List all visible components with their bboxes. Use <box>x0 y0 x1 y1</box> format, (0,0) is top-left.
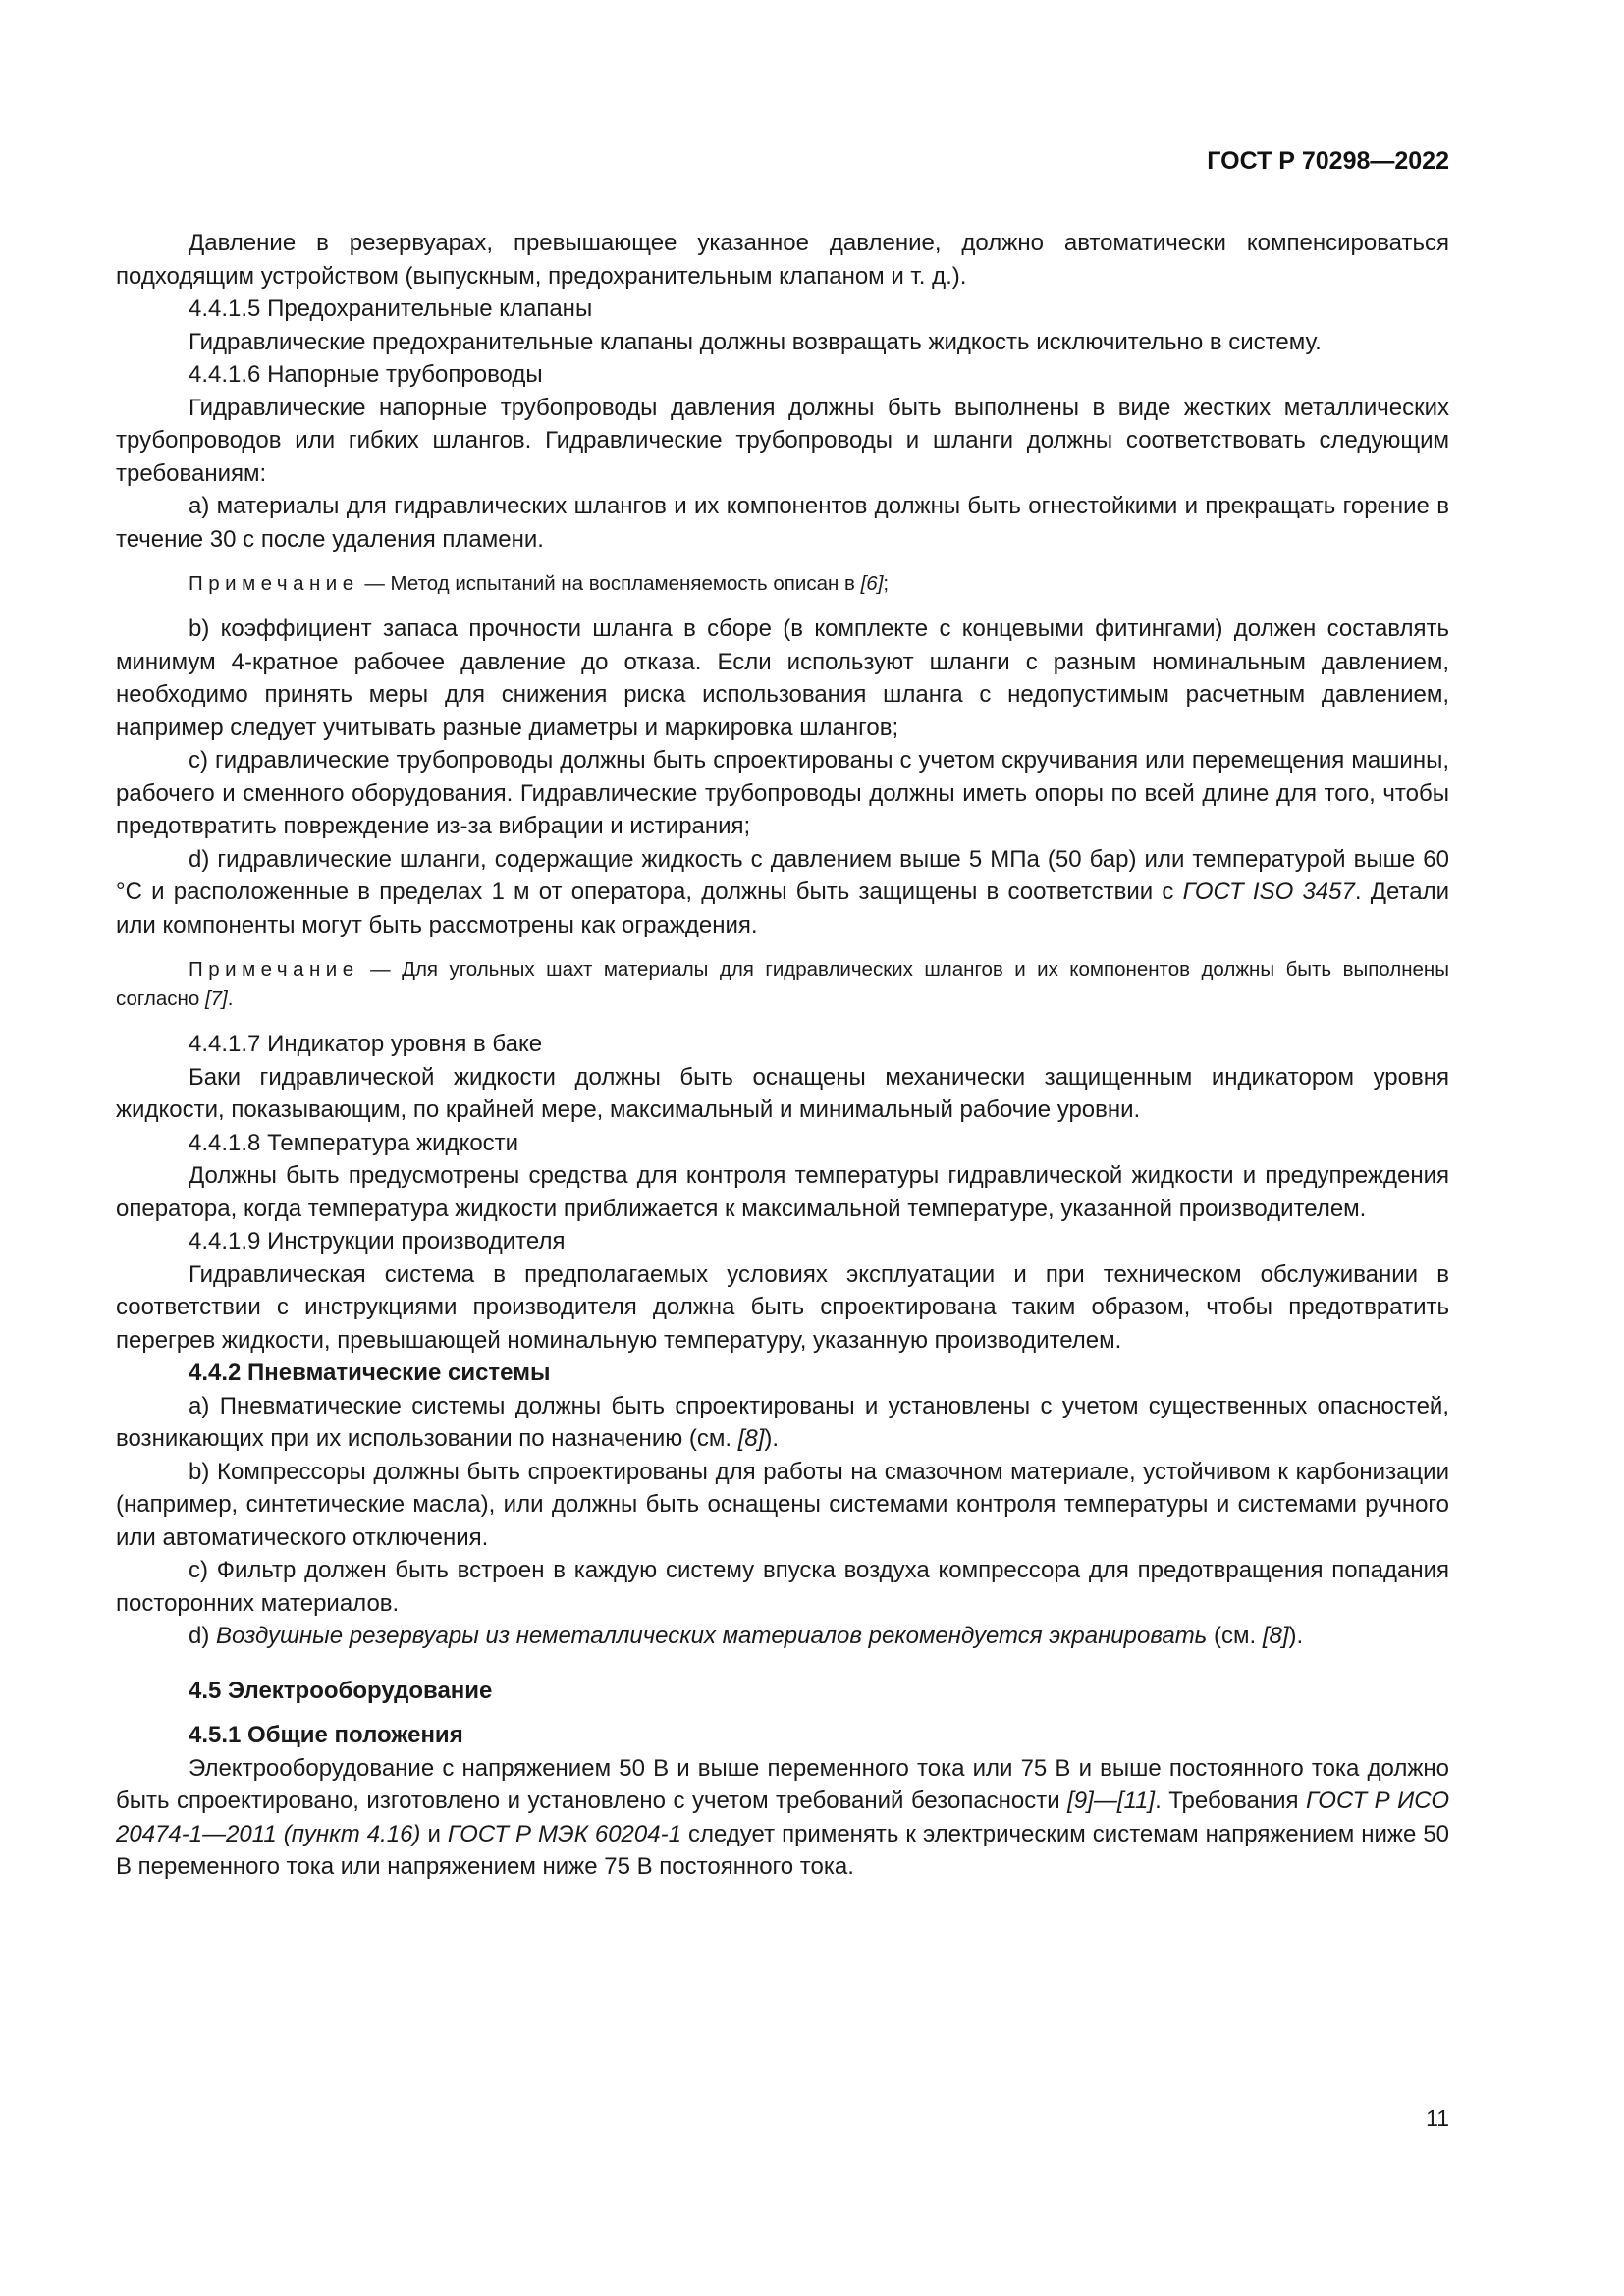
pneumatic-item-d <box>116 1620 1449 1653</box>
paragraph-4415: Гидравлические предохранительные клапаны должны возвращать жидкость исключительно в систему. <box>189 328 1322 355</box>
pneumatic-d-end: ). <box>1288 1623 1304 1649</box>
reference-link: [8] <box>737 1425 765 1452</box>
document-code-header: ГОСТ Р 70298—2022 <box>1207 147 1449 175</box>
p451-text-1: Электрооборудование с напряжением 50 В и выше переменного тока или 75 В и выше постоянного тока должно быть спроектировано, изготовлено и установлено с учетом требований безопасности <box>116 1754 1449 1814</box>
pneumatic-a-end: ). <box>764 1425 780 1452</box>
note-text: — Для угольных шахт материалы для гидравлических шлангов и их компонентов должны быть выполнены согласно <box>116 958 1449 1010</box>
p451-text-3: и <box>420 1820 448 1847</box>
reference-link: [8] <box>1262 1623 1289 1649</box>
section-title-451: 4.5.1 Общие положения <box>189 1722 463 1748</box>
paragraph-451 <box>116 1752 1449 1884</box>
section-title-4415: 4.4.1.5 Предохранительные клапаны <box>189 295 593 322</box>
page-number: 11 <box>1426 2106 1449 2131</box>
section-title-4418: 4.4.1.8 Температура жидкости <box>189 1129 519 1156</box>
section-title-45: 4.5 Электрооборудование <box>189 1677 493 1704</box>
list-item-d <box>116 843 1449 942</box>
note-flammability <box>116 569 1449 599</box>
standard-reference-iso: ГОСТ Р ИСО 20474-1—2011 (пункт 4.16) <box>116 1788 1449 1847</box>
standard-reference-iec: ГОСТ Р МЭК 60204-1 <box>447 1820 681 1847</box>
pneumatic-item-c: c) Фильтр должен быть встроен в каждую систему впуска воздуха компрессора для предотвращения попадания посторонних материалов. <box>116 1557 1449 1617</box>
note-label: Примечание <box>189 958 359 981</box>
paragraph-pressure-compensation: Давление в резервуарах, превышающее указанное давление, должно автоматически компенсироваться подходящим устройством (выпускным, предохранительным клапаном и т. д.). <box>116 230 1449 290</box>
section-title-442: 4.4.2 Пневматические системы <box>189 1360 551 1386</box>
pneumatic-d-start: d) <box>189 1623 217 1649</box>
item-d-text: d) гидравлические шланги, содержащие жидкость с давлением выше 5 МПа (50 бар) или температурой выше 60 °С и расположенные в пределах 1 м от оператора, должны быть защищены в соответствии с <box>116 845 1449 905</box>
standard-reference: ГОСТ ISO 3457 <box>1182 879 1355 905</box>
p451-text-2: . Требования <box>1155 1788 1307 1814</box>
note-label: Примечание <box>189 572 359 595</box>
pneumatic-d-mid: (см. <box>1207 1623 1263 1649</box>
note-coal-mines <box>116 955 1449 1014</box>
reference-link: [7] <box>204 988 228 1010</box>
reference-range: [9]—[11] <box>1067 1788 1156 1814</box>
pneumatic-item-b: b) Компрессоры должны быть спроектированы для работы на смазочном материале, устойчивом к карбонизации (например, синтетические масла), или должны быть оснащены системами контроля температуры и системами ручного или автоматического отключения. <box>116 1458 1449 1551</box>
paragraph-4419: Гидравлическая система в предполагаемых условиях эксплуатации и при техническом обслуживании в соответствии с инструкциями производителя должна быть спроектирована таким образом, чтобы предотвратить перегрев жидкости, превышающей номинальную температуру, указанную производителем. <box>116 1260 1449 1354</box>
p451-text-4: следует применять к электрическим системам напряжением ниже 50 В переменного тока или напряжением ниже 75 В постоянного тока. <box>116 1820 1450 1880</box>
paragraph-4418: Должны быть предусмотрены средства для контроля температуры гидравлической жидкости и предупреждения оператора, когда температура жидкости приближается к максимальной температуре, указанной производителем. <box>116 1162 1449 1222</box>
list-item-c: c) гидравлические трубопроводы должны быть спроектированы с учетом скручивания или перемещения машины, рабочего и сменного оборудования. Гидравлические трубопроводы должны иметь опоры по всей длине для того, чтобы предотвратить повреждение из-за вибрации и истирания; <box>116 747 1449 839</box>
pneumatic-a-text: а) Пневматические системы должны быть спроектированы и установлены с учетом существенных опасностей, возникающих при их использовании по назначению (см. <box>116 1392 1449 1452</box>
note-end: ; <box>883 572 890 595</box>
list-item-b: b) коэффициент запаса прочности шланга в сборе (в комплекте с концевыми фитингами) должен составлять минимум 4-кратное рабочее давление до отказа. Если используют шланги с разным номинальным давлением, необходимо принять меры для снижения риска использования шланга с недопустимым расчетным давлением, например следует учитывать разные диаметры и маркировка шлангов; <box>116 615 1449 741</box>
item-d-end: . Детали или компоненты могут быть рассмотрены как ограждения. <box>116 879 1449 938</box>
section-title-4417: 4.4.1.7 Индикатор уровня в баке <box>189 1031 543 1057</box>
note-text: — Метод испытаний на воспламеняемость описан в <box>358 572 861 595</box>
list-item-a: а) материалы для гидравлических шлангов и их компонентов должны быть огнестойкими и прекращать горение в течение 30 с после удаления пламени. <box>116 493 1449 553</box>
pneumatic-item-a <box>116 1390 1449 1456</box>
pneumatic-d-italic: Воздушные резервуары из неметаллических материалов рекомендуется экранировать <box>216 1623 1208 1649</box>
note-end: . <box>227 988 234 1010</box>
document-body <box>116 227 1449 1884</box>
paragraph-4416: Гидравлические напорные трубопроводы давления должны быть выполнены в виде жестких металлических трубопроводов или гибких шлангов. Гидравлические трубопроводы и шланги должны соответствовать следующим требованиям: <box>116 394 1449 487</box>
section-title-4416: 4.4.1.6 Напорные трубопроводы <box>189 361 543 388</box>
section-title-4419: 4.4.1.9 Инструкции производителя <box>189 1228 566 1255</box>
paragraph-4417: Баки гидравлической жидкости должны быть оснащены механически защищенным индикатором уровня жидкости, показывающим, по крайней мере, максимальный и минимальный рабочие уровни. <box>116 1063 1449 1123</box>
reference-link: [6] <box>860 572 884 595</box>
